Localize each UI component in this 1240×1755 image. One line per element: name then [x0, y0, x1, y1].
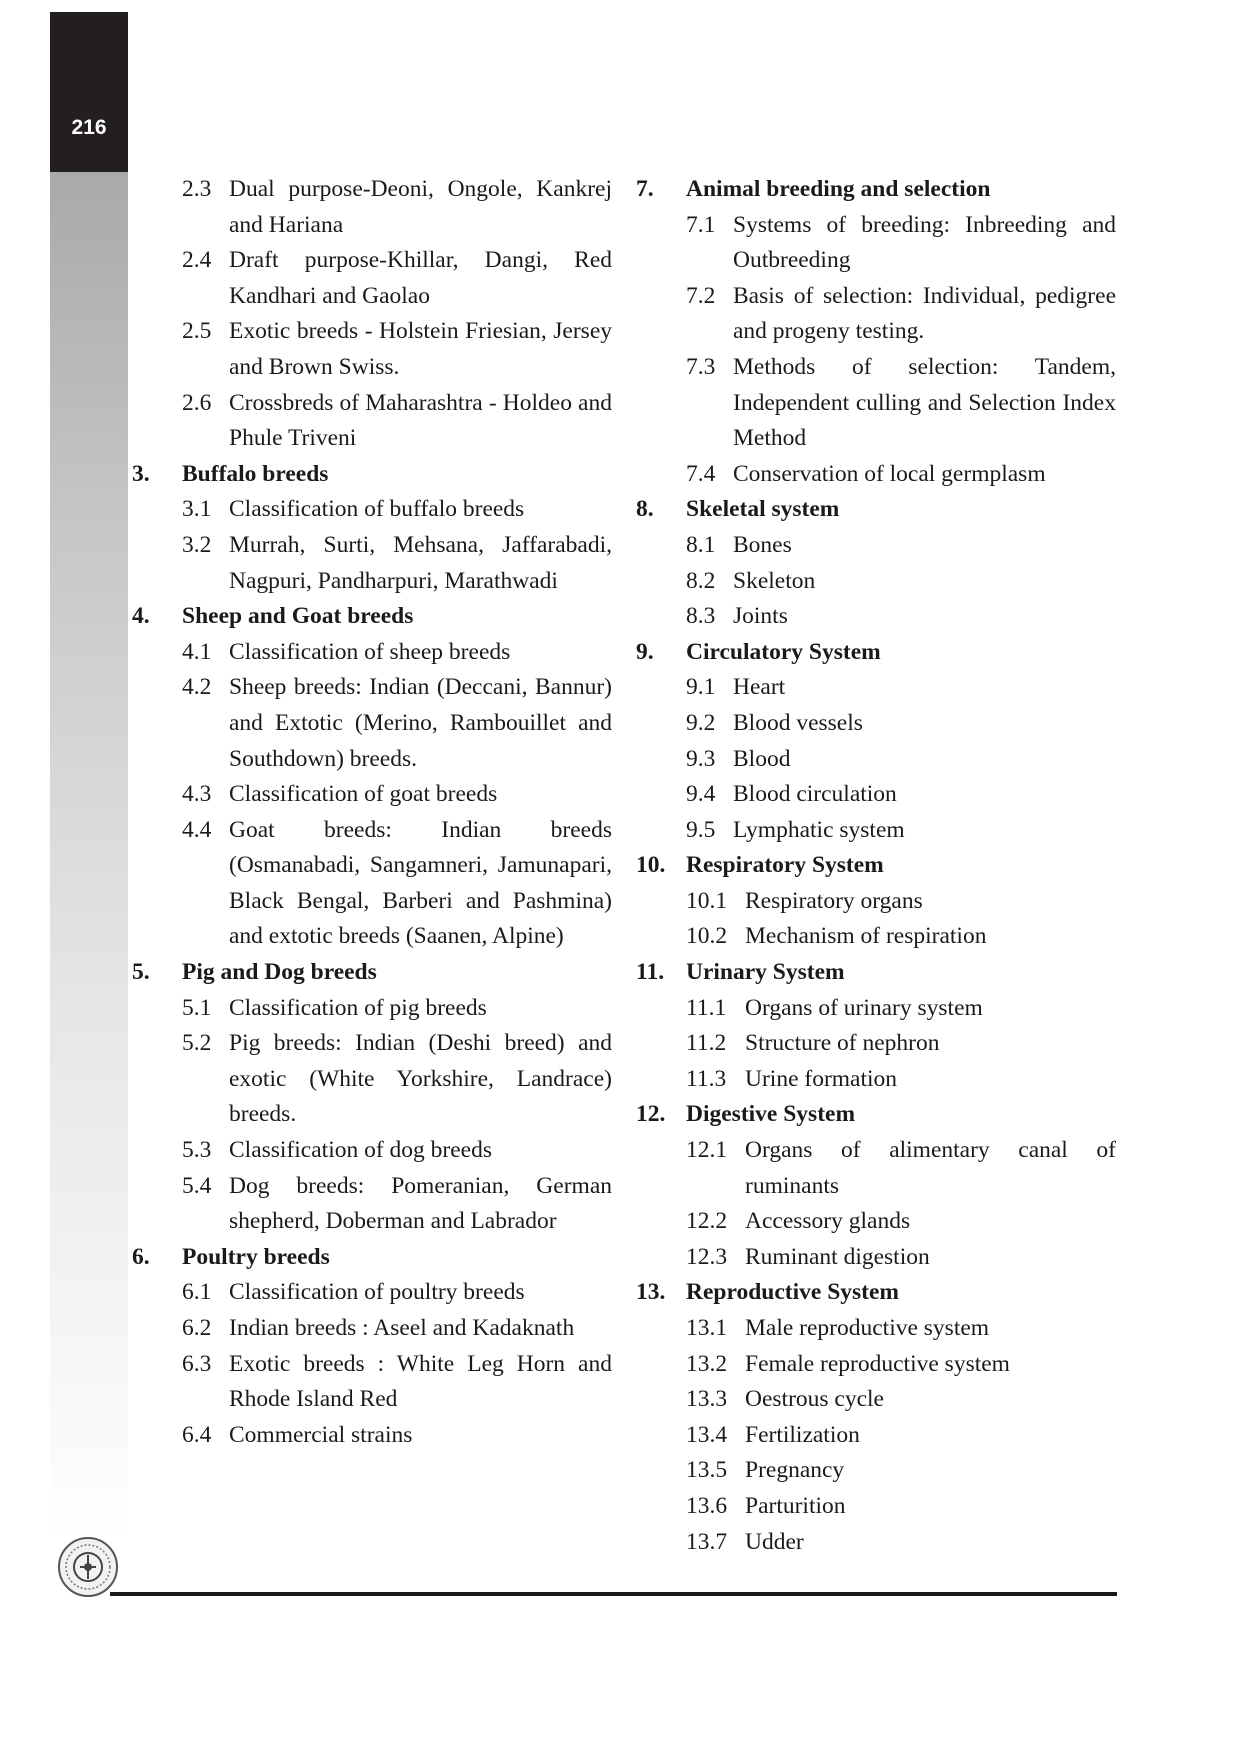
item-number: 10.1 [686, 887, 728, 914]
item-text: Dog breeds: Pomeranian, German shepherd, Doberman and Labrador [229, 1172, 612, 1235]
item-number: 3. [132, 460, 150, 487]
subsection-item [132, 243, 612, 314]
item-number: 10.2 [686, 923, 728, 950]
item-number: 12.2 [686, 1208, 728, 1235]
subsection-item [636, 1525, 1116, 1561]
subsection-item [132, 386, 612, 457]
section-heading [636, 955, 1116, 991]
item-number: 10. [636, 852, 666, 879]
item-text: Indian breeds : Aseel and Kadaknath [229, 1315, 575, 1341]
section-heading [132, 599, 612, 635]
item-text: Buffalo breeds [182, 460, 329, 487]
item-text: Circulatory System [686, 638, 881, 665]
subsection-item [132, 172, 612, 243]
item-text: Mechanism of respiration [745, 923, 987, 950]
subsection-item [132, 1169, 612, 1240]
item-text: Female reproductive system [745, 1350, 1010, 1377]
item-number: 13.3 [686, 1386, 728, 1413]
subsection-item [636, 742, 1116, 778]
section-heading [636, 1275, 1116, 1311]
subsection-item [636, 706, 1116, 742]
item-number: 8.3 [686, 603, 716, 630]
item-number: 6. [132, 1243, 150, 1270]
right-column [636, 172, 1116, 1560]
item-number: 2.4 [182, 247, 212, 274]
section-heading [636, 635, 1116, 671]
item-number: 9.5 [686, 816, 716, 843]
subsection-item [132, 492, 612, 528]
item-number: 11.1 [686, 994, 727, 1021]
item-number: 7. [636, 176, 654, 202]
item-number: 2.6 [182, 389, 212, 416]
item-text: Organs of urinary system [745, 994, 983, 1021]
item-text: Respiratory organs [745, 887, 923, 914]
item-number: 5.2 [182, 1030, 212, 1057]
section-heading [132, 1240, 612, 1276]
item-number: 6.4 [182, 1421, 212, 1448]
item-text: Fertilization [745, 1421, 860, 1448]
subsection-item [132, 991, 612, 1027]
item-number: 13.2 [686, 1350, 728, 1377]
item-text: Methods of selection: Tandem, Independent culling and Selection Index Method [733, 353, 1116, 452]
item-number: 2.5 [182, 318, 212, 345]
subsection-item [636, 528, 1116, 564]
item-text: Basis of selection: Individual, pedigree and progeny testing. [733, 282, 1116, 345]
subsection-item [636, 991, 1116, 1027]
emblem-icon [56, 1535, 120, 1599]
section-heading [636, 172, 1116, 208]
item-number: 9.2 [686, 709, 716, 736]
item-text: Sheep breeds: Indian (Deccani, Bannur) and Extotic (Merino, Rambouillet and Southdown) breeds. [229, 674, 612, 772]
item-text: Classification of sheep breeds [229, 638, 511, 665]
item-number: 12. [636, 1101, 666, 1128]
item-text: Dual purpose-Deoni, Ongole, Kankrej and Hariana [229, 176, 612, 238]
item-number: 8.1 [686, 531, 716, 558]
item-text: Poultry breeds [182, 1243, 330, 1270]
item-text: Classification of buffalo breeds [229, 496, 525, 523]
item-text: Goat breeds: Indian breeds (Osmanabadi, Sangamneri, Jamunapari, Black Bengal, Barberi and Pashmina) and extotic breeds (Saanen, Alpine) [229, 816, 612, 950]
item-text: Pig and Dog breeds [182, 959, 377, 986]
item-text: Heart [733, 674, 786, 701]
item-text: Lymphatic system [733, 816, 905, 843]
item-text: Organs of alimentary canal of ruminants [745, 1137, 1116, 1199]
item-number: 6.2 [182, 1315, 212, 1341]
item-text: Udder [745, 1528, 804, 1555]
item-number: 7.1 [686, 211, 716, 238]
subsection-item [132, 777, 612, 813]
subsection-item [636, 670, 1116, 706]
item-number: 4. [132, 603, 150, 630]
left-column [132, 172, 612, 1453]
item-number: 8.2 [686, 567, 716, 594]
item-number: 7.4 [686, 460, 716, 487]
subsection-item [636, 1204, 1116, 1240]
item-number: 5.3 [182, 1137, 212, 1164]
item-number: 9.4 [686, 781, 716, 808]
section-heading [132, 457, 612, 493]
item-text: Oestrous cycle [745, 1386, 884, 1413]
item-text: Reproductive System [686, 1279, 900, 1306]
item-text: Conservation of local germplasm [733, 460, 1046, 487]
item-text: Crossbreds of Maharashtra - Holdeo and Phule Triveni [229, 389, 612, 452]
item-number: 2.3 [182, 176, 212, 202]
subsection-item [132, 813, 612, 955]
item-text: Blood vessels [733, 709, 863, 736]
item-number: 13.6 [686, 1492, 728, 1519]
subsection-item [132, 670, 612, 777]
item-text: Classification of goat breeds [229, 781, 498, 808]
subsection-item [636, 884, 1116, 920]
item-text: Sheep and Goat breeds [182, 603, 414, 630]
item-text: Pregnancy [745, 1457, 845, 1484]
subsection-item [636, 208, 1116, 279]
item-text: Classification of poultry breeds [229, 1279, 525, 1306]
item-number: 9.3 [686, 745, 716, 772]
item-number: 3.2 [182, 531, 212, 558]
subsection-item [636, 1453, 1116, 1489]
item-text: Parturition [745, 1492, 846, 1519]
bottom-rule [110, 1592, 1117, 1596]
subsection-item [636, 599, 1116, 635]
item-text: Bones [733, 531, 792, 558]
subsection-item [636, 1489, 1116, 1525]
side-margin-bar [50, 12, 128, 1542]
item-text: Commercial strains [229, 1421, 413, 1448]
item-text: Skeleton [733, 567, 816, 594]
item-number: 13.7 [686, 1528, 728, 1555]
item-text: Accessory glands [745, 1208, 911, 1235]
subsection-item [636, 350, 1116, 457]
subsection-item [132, 1026, 612, 1133]
item-text: Systems of breeding: Inbreeding and Outbreeding [733, 211, 1116, 274]
item-text: Male reproductive system [745, 1315, 990, 1341]
subsection-item [636, 1062, 1116, 1098]
item-number: 6.3 [182, 1350, 212, 1377]
item-text: Murrah, Surti, Mehsana, Jaffarabadi, Nagpuri, Pandharpuri, Marathwadi [229, 531, 612, 594]
item-number: 11.3 [686, 1065, 727, 1092]
page-number-tab [50, 12, 128, 172]
item-text: Classification of dog breeds [229, 1137, 493, 1164]
subsection-item [132, 635, 612, 671]
item-text: Blood circulation [733, 781, 897, 808]
subsection-item [636, 1347, 1116, 1383]
item-text: Urine formation [745, 1065, 898, 1092]
item-number: 13.5 [686, 1457, 728, 1484]
subsection-item [132, 1311, 612, 1347]
subsection-item [132, 1133, 612, 1169]
item-number: 12.3 [686, 1243, 728, 1270]
subsection-item [132, 1347, 612, 1418]
item-number: 7.3 [686, 353, 716, 380]
item-number: 4.4 [182, 816, 212, 843]
item-number: 6.1 [182, 1279, 212, 1306]
item-text: Urinary System [686, 959, 845, 986]
item-text: Digestive System [686, 1101, 856, 1128]
section-heading [636, 492, 1116, 528]
item-number: 3.1 [182, 496, 212, 523]
subsection-item [636, 457, 1116, 493]
subsection-item [636, 1418, 1116, 1454]
subsection-item [132, 1275, 612, 1311]
page-number: 216 [71, 116, 107, 139]
item-text: Blood [733, 745, 791, 772]
item-number: 13. [636, 1279, 666, 1306]
section-heading [636, 1097, 1116, 1133]
item-number: 5. [132, 959, 150, 986]
subsection-item [636, 1240, 1116, 1276]
item-number: 9.1 [686, 674, 716, 701]
item-number: 4.1 [182, 638, 212, 665]
item-number: 13.4 [686, 1421, 728, 1448]
subsection-item [132, 528, 612, 599]
item-number: 5.1 [182, 994, 212, 1021]
item-text: Animal breeding and selection [686, 176, 991, 202]
item-number: 12.1 [686, 1137, 728, 1164]
item-number: 4.2 [182, 674, 212, 701]
section-heading [132, 955, 612, 991]
subsection-item [636, 1382, 1116, 1418]
subsection-item [636, 1311, 1116, 1347]
item-number: 7.2 [686, 282, 716, 309]
item-text: Joints [733, 603, 788, 630]
item-text: Respiratory System [686, 852, 884, 879]
item-number: 4.3 [182, 781, 212, 808]
item-text: Exotic breeds - Holstein Friesian, Jersey and Brown Swiss. [229, 318, 612, 380]
section-heading [636, 848, 1116, 884]
subsection-item [636, 1026, 1116, 1062]
item-number: 8. [636, 496, 654, 523]
item-number: 9. [636, 638, 654, 665]
subsection-item [636, 279, 1116, 350]
item-text: Ruminant digestion [745, 1243, 930, 1270]
subsection-item [132, 1418, 612, 1454]
subsection-item [636, 777, 1116, 813]
subsection-item [636, 564, 1116, 600]
subsection-item [636, 1133, 1116, 1204]
item-text: Skeletal system [686, 496, 840, 523]
item-text: Pig breeds: Indian (Deshi breed) and exotic (White Yorkshire, Landrace) breeds. [229, 1030, 612, 1128]
subsection-item [636, 813, 1116, 849]
subsection-item [636, 919, 1116, 955]
item-number: 13.1 [686, 1315, 728, 1341]
item-number: 11. [636, 959, 665, 986]
item-text: Structure of nephron [745, 1030, 940, 1057]
subsection-item [132, 314, 612, 385]
item-text: Classification of pig breeds [229, 994, 487, 1021]
item-number: 5.4 [182, 1172, 212, 1199]
item-number: 11.2 [686, 1030, 727, 1057]
item-text: Draft purpose-Khillar, Dangi, Red Kandhari and Gaolao [229, 247, 612, 309]
item-text: Exotic breeds : White Leg Horn and Rhode Island Red [229, 1350, 612, 1413]
